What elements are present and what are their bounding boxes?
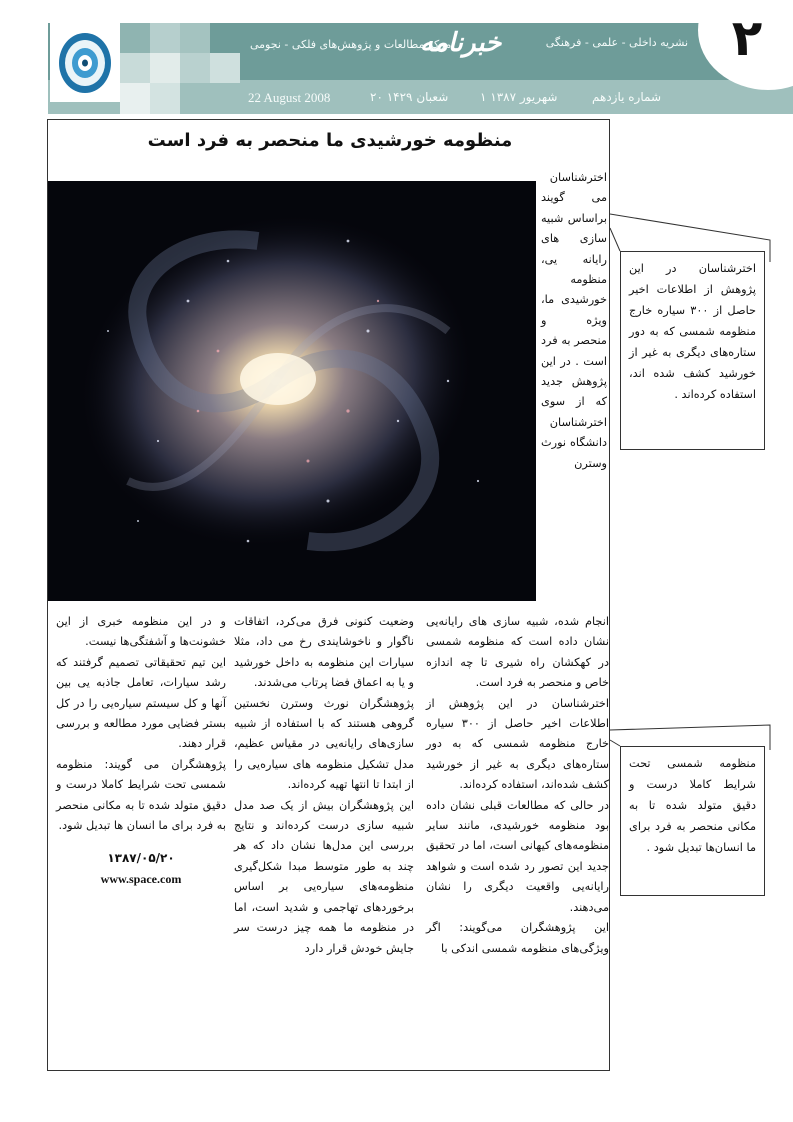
paragraph: در حالی که مطالعات قبلی نشان داده بود منظومه خورشیدی، مانند سایر منظومه‌های کیهانی است، اما در تحقیق جدید این تصور رد شده است و شواهد رایانه‌یی واقعیت دیگری را نشان می‌دهند. [426,798,609,914]
pull-quote-second: منظومه شمسی تحت شرایط کاملا درست و دقیق متولد شده تا به مکانی منحصر به فرد برای ما انسان‌ها تبدیل شود . [620,746,765,896]
paragraph: پژوهشگران نورث وسترن نخستین گروهی هستند که با استفاده از شبیه سازی‌های رایانه‌یی در مقیاس عظیم، مدل تشکیل منظومه های سیاره‌یی را از ابتدا تا انتها تهیه کرده‌اند. [234,696,414,792]
publication-type: نشریه داخلی - علمی - فرهنگی [545,36,688,49]
paragraph: وضعیت کنونی فرق می‌کرد، اتفاقات ناگوار و ناخوشایندی رخ می داد، مثلا سیارات این منظومه به داخل خورشید و یا به اعماق فضا پرتاب می‌شدند. [234,615,414,690]
brand-logotype: خبرنامه [420,28,502,58]
paragraph: این پژوهشگران بیش از یک صد مدل شبیه سازی درست کرده‌اند و نتایج بررسی این مدل‌ها نشان داد که هر چند به طور متوسط مبدا شکل‌گیری منظومه‌های سیاره‌یی بر اساس برخوردهای تهاجمی و شدید است، اما در منظومه ما همه چیز درست سر جایش خودش قرار دارد [234,798,414,955]
paragraph: اخترشناسان در این پژوهش از اطلاعات اخیر حاصل از ۳۰۰ سیاره خارج منظومه شمسی که به دور ستاره‌های دیگری به غیر از خورشید کشف شده‌اند، استفاده کرده‌اند. [426,696,609,792]
date-gregorian: 22 August 2008 [248,90,331,105]
date-persian: ۱ شهریور ۱۳۸۷ [480,90,558,104]
pull-quote-first: اخترشناسان در این پژوهش از اطلاعات اخیر حاصل از ۳۰۰ سیاره خارج منظومه شمسی که به دور ستاره‌های دیگری به غیر از خورشید کشف شده اند، استفاده کرده‌اند . [620,251,765,450]
paragraph: این تیم تحقیقاتی تصمیم گرفتند که رشد سیارات، تعامل جاذبه یی بین آنها و کل سیستم سیاره‌یی را در کل بستر فضایی مورد مطالعه و بررسی قرار دهند. [56,655,226,751]
date-hijri: ۲۰ شعبان ۱۴۲۹ [370,90,449,104]
page-number: ۲ [731,9,763,67]
paragraph: انجام شده، شبیه سازی های رایانه‌یی نشان داده است که منظومه شمسی در کهکشان راه شیری تا چه اندازه خاص و منحصر به فرد است. [426,615,609,690]
organization-name: مرکز مطالعات و پژوهش‌های فلکی - نجومی [250,38,452,51]
paragraph: و در این منظومه خبری از این خشونت‌ها و آشفتگی‌ها نیست. [56,615,226,649]
source-link[interactable]: www.space.com [100,871,182,886]
paragraph: پژوهشگران می گویند: منظومه شمسی تحت شرایط کاملا درست و دقیق متولد شده تا به مکانی منحصر به فرد برای ما انسان ها تبدیل شود. [56,757,226,833]
article-title: منظومه خورشیدی ما منحصر به فرد است [147,130,513,151]
signature-date: ۱۳۸۷/۰۵/۲۰ [107,851,175,866]
article-narrow-column: اخترشناسان می گویند براساس شبیه سازی های رایانه یی، منظومه خورشیدی ما، ویژه و منحصر به فرد است . در این پژوهش جدید که از سوی اخترشناسان دانشگاه نورث وسترن [541,171,607,470]
paragraph: این پژوهشگران می‌گویند: اگر ویژگی‌های منظومه شمسی اندکی با [426,921,609,955]
issue-number: شماره یازدهم [592,90,661,104]
